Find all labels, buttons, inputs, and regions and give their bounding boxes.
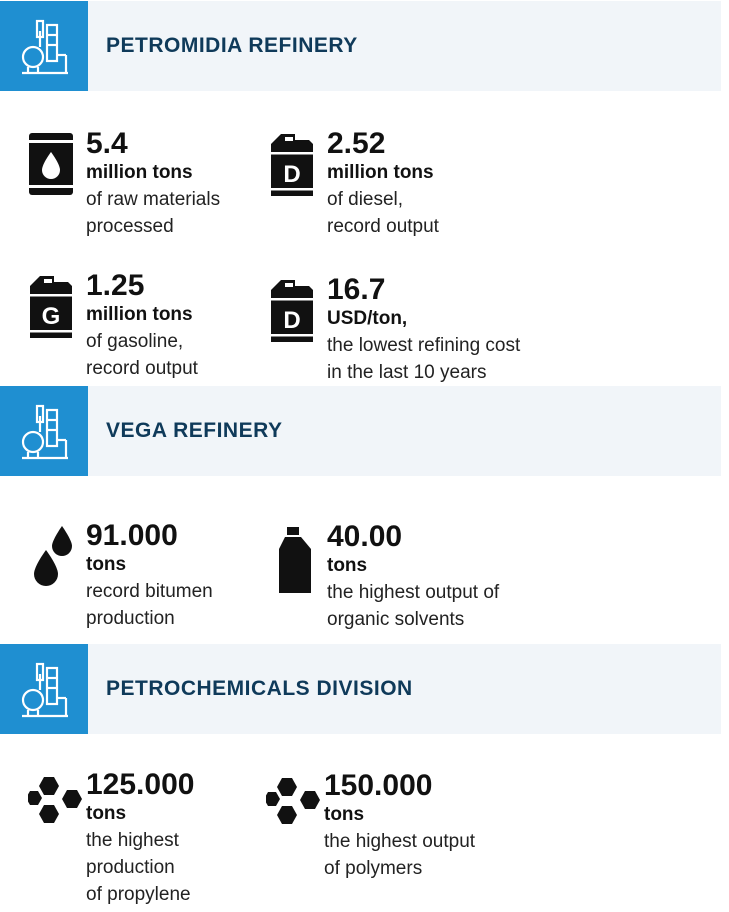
refinery-icon (20, 662, 70, 718)
stat-unit: million tons (86, 304, 193, 325)
refinery-icon (20, 19, 70, 75)
svg-text:G: G (41, 303, 61, 330)
jerrycan-g-icon (28, 274, 74, 340)
stat-description: of gasoline, record output (86, 331, 198, 379)
stat-unit: tons (327, 555, 368, 576)
bottle-icon (269, 525, 315, 595)
stat-value: 2.52 (327, 127, 386, 160)
stat-description: record bitumen production (86, 581, 213, 629)
hexagons-icon (28, 775, 84, 829)
refinery-icon-box (0, 1, 88, 91)
stat-description: of diesel, record output (327, 189, 439, 237)
stat-value: 16.7 (327, 273, 386, 306)
section-title: PETROMIDIA REFINERY (106, 34, 358, 57)
section-title: PETROCHEMICALS DIVISION (106, 677, 413, 700)
stat-value: 150.000 (324, 769, 433, 802)
section-header-petrochemicals (0, 644, 721, 734)
stat-description: of raw materials processed (86, 189, 221, 237)
stat-unit: tons (86, 803, 127, 824)
stat-unit: million tons (327, 162, 434, 183)
stat-value: 91.000 (86, 519, 178, 552)
stat-unit: million tons (86, 162, 193, 183)
section-title: VEGA REFINERY (106, 419, 283, 442)
hexagons-icon (266, 776, 322, 830)
stat-description: the lowest refining cost in the last 10 years (327, 335, 521, 383)
stat-value: 40.00 (327, 520, 403, 553)
svg-text:D: D (283, 307, 301, 334)
refinery-icon-box (0, 386, 88, 476)
svg-text:D: D (283, 161, 301, 188)
jerrycan-d-icon (269, 278, 315, 344)
stat-unit: tons (86, 554, 127, 575)
stat-description: the highest production of propylene (86, 830, 191, 905)
stat-unit: USD/ton, (327, 308, 408, 329)
stat-description: the highest output of polymers (324, 831, 476, 879)
section-header-vega (0, 386, 721, 476)
barrel-drop-icon (28, 132, 74, 196)
stat-value: 1.25 (86, 269, 145, 302)
stat-value: 125.000 (86, 768, 195, 801)
jerrycan-d-icon (269, 132, 315, 198)
stat-description: the highest output of organic solvents (327, 582, 500, 630)
section-header-petromidia (0, 1, 721, 91)
stat-unit: tons (324, 804, 365, 825)
stat-value: 5.4 (86, 127, 128, 160)
drops-icon (28, 524, 74, 590)
refinery-icon (20, 404, 70, 460)
refinery-icon-box (0, 644, 88, 734)
